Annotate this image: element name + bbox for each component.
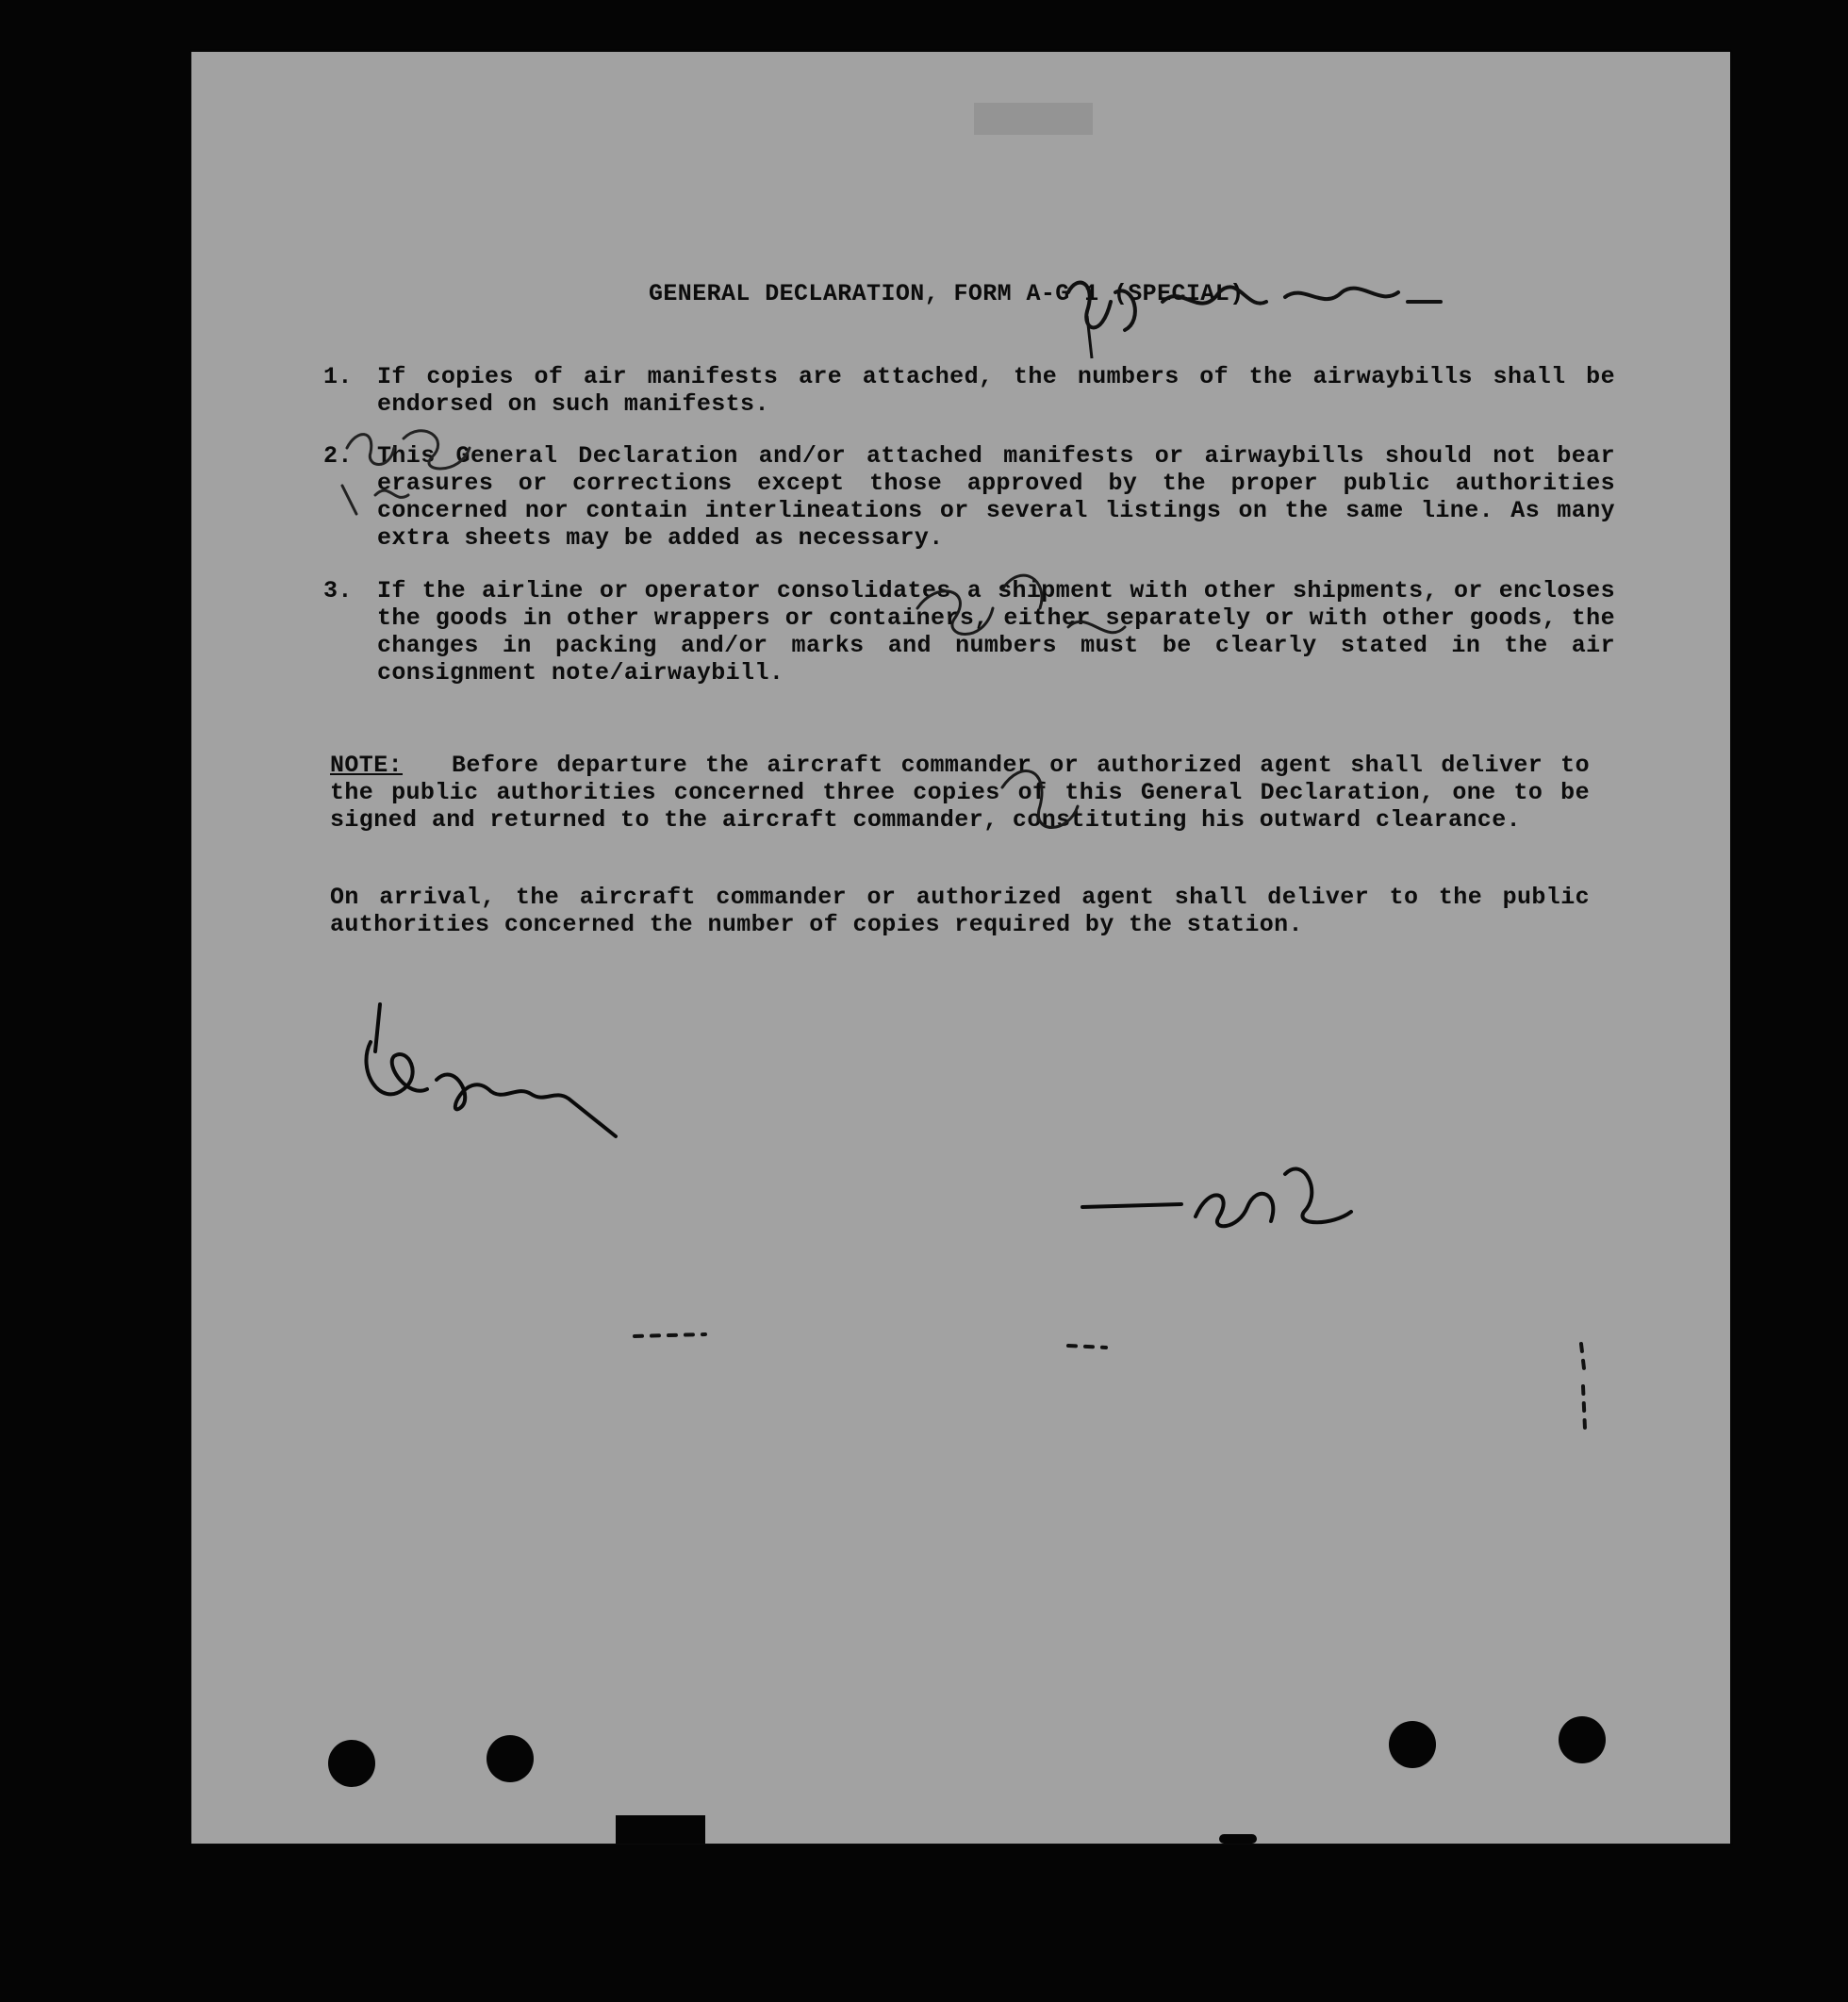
page-title: GENERAL DECLARATION, FORM A-G 1 (SPECIAL) bbox=[649, 280, 1245, 307]
note-label: NOTE: bbox=[330, 752, 404, 779]
bleed-through-ghost-text: ███████ bbox=[974, 104, 1094, 136]
punch-hole bbox=[487, 1735, 534, 1782]
torn-edge bbox=[616, 1815, 705, 1844]
punch-hole bbox=[1559, 1716, 1606, 1763]
handwritten-signature bbox=[352, 995, 635, 1155]
punch-hole bbox=[1389, 1721, 1436, 1768]
list-item bbox=[323, 442, 1615, 552]
punch-hole bbox=[328, 1740, 375, 1787]
handwritten-initials bbox=[1078, 1146, 1361, 1240]
document-page bbox=[191, 52, 1730, 1844]
arrival-paragraph: On arrival, the aircraft commander or authorized agent shall deliver to the public authorities concerned the number of copies required by the station. bbox=[330, 884, 1590, 938]
handwritten-annotation-note bbox=[889, 552, 1191, 853]
list-item bbox=[323, 363, 1615, 418]
torn-edge bbox=[1219, 1834, 1257, 1844]
handwritten-annotation-margin bbox=[338, 410, 488, 533]
item-text: This General Declaration and/or attached manifests or airwaybills should not bear erasures or corrections except those approved by the proper public authorities concerned nor contain interlineations or several listings on the same line. As many extra sheets may be added as necessary. bbox=[377, 442, 1615, 552]
item-text: If copies of air manifests are attached, the numbers of the airwaybills shall be endorsed on such manifests. bbox=[377, 363, 1615, 418]
note-text: Before departure the aircraft commander or authorized agent shall deliver to the public authorities concerned three copies of this General Declaration, one to be signed and returned to the aircraft commander, constituting his outward clearance. bbox=[330, 752, 1590, 834]
item-number: 1. bbox=[323, 363, 353, 390]
item-number: 2. bbox=[323, 442, 353, 470]
item-text: If the airline or operator consolidates a shipment with other shipments, or encloses the goods in other wrappers or containers, either separately or with other goods, the changes in packing and/or marks and numbers must be clearly stated in the air consignment note/airwaybill. bbox=[377, 577, 1615, 687]
handwritten-annotation-title bbox=[1059, 264, 1455, 368]
item-number: 3. bbox=[323, 577, 353, 604]
ink-marks bbox=[635, 1325, 1577, 1438]
